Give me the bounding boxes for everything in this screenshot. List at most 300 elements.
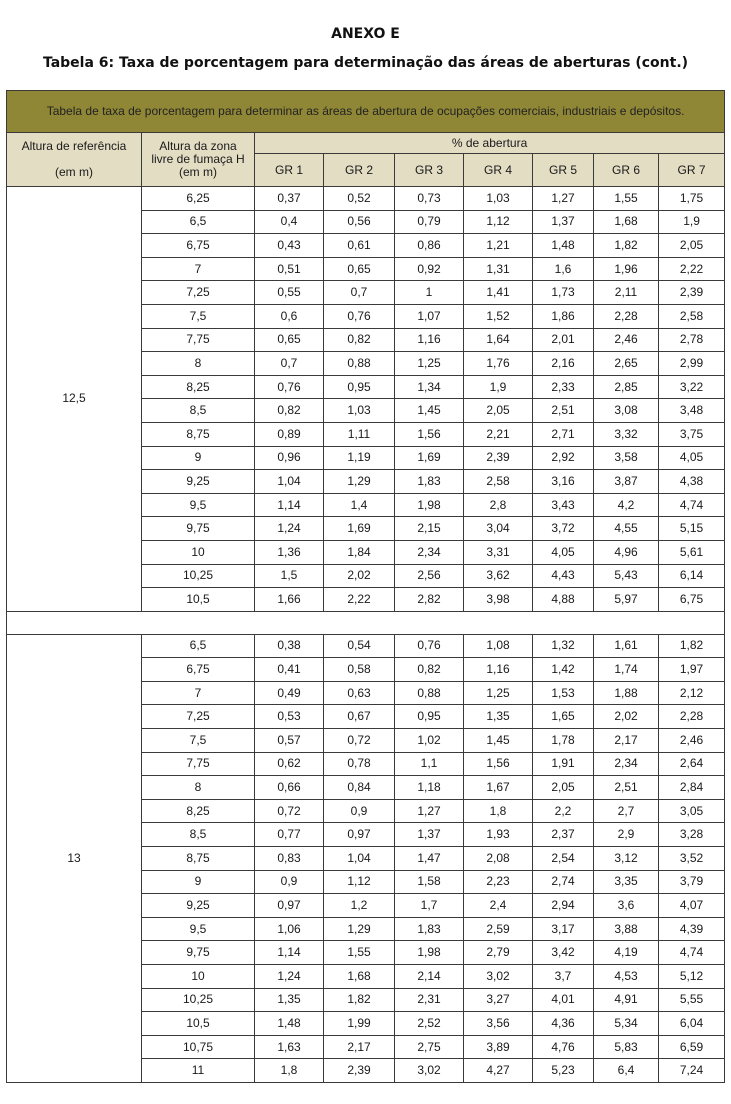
gr3-cell: 1,25 bbox=[395, 352, 464, 376]
gr6-cell: 1,82 bbox=[594, 234, 659, 258]
gr5-cell: 1,53 bbox=[533, 681, 594, 705]
gr4-cell: 3,27 bbox=[464, 988, 533, 1012]
gr5-cell: 2,05 bbox=[533, 776, 594, 800]
smoke-free-height-cell: 8 bbox=[142, 776, 255, 800]
gr6-cell: 2,34 bbox=[594, 752, 659, 776]
gr3-cell: 2,75 bbox=[395, 1035, 464, 1059]
annex-title: ANEXO E bbox=[331, 26, 400, 42]
table-body bbox=[7, 91, 725, 1083]
gr4-cell: 3,62 bbox=[464, 564, 533, 588]
table-row bbox=[7, 634, 725, 658]
gr5-cell: 2,71 bbox=[533, 422, 594, 446]
table-title: Tabela 6: Taxa de porcentagem para determinação das áreas de aberturas (cont.) bbox=[42, 55, 689, 71]
gr5-cell: 2,54 bbox=[533, 847, 594, 871]
gr2-cell: 0,95 bbox=[324, 375, 395, 399]
gr2-cell: 1,11 bbox=[324, 422, 395, 446]
gr1-cell: 0,43 bbox=[255, 234, 324, 258]
gr2-cell: 1,55 bbox=[324, 941, 395, 965]
gr4-cell: 4,27 bbox=[464, 1059, 533, 1083]
smoke-free-height-cell: 11 bbox=[142, 1059, 255, 1083]
gr6-cell: 2,51 bbox=[594, 776, 659, 800]
smoke-free-height-cell: 8,75 bbox=[142, 847, 255, 871]
gr1-cell: 1,36 bbox=[255, 540, 324, 564]
smoke-free-height-cell: 8 bbox=[142, 352, 255, 376]
gr7-cell: 3,79 bbox=[659, 870, 725, 894]
gr1-cell: 0,7 bbox=[255, 352, 324, 376]
gr5-cell: 1,73 bbox=[533, 281, 594, 305]
gr1-cell: 0,49 bbox=[255, 681, 324, 705]
gr6-cell: 5,34 bbox=[594, 1012, 659, 1036]
gr4-cell: 1,25 bbox=[464, 681, 533, 705]
gr2-cell: 0,97 bbox=[324, 823, 395, 847]
gr1-cell: 1,06 bbox=[255, 917, 324, 941]
gr2-cell: 1,68 bbox=[324, 965, 395, 989]
gr3-cell: 2,14 bbox=[395, 965, 464, 989]
gr1-cell: 0,97 bbox=[255, 894, 324, 918]
gr2-cell: 0,65 bbox=[324, 257, 395, 281]
gr4-cell: 1,67 bbox=[464, 776, 533, 800]
gr4-cell: 1,08 bbox=[464, 634, 533, 658]
gr3-cell: 1,56 bbox=[395, 422, 464, 446]
gr7-cell: 5,55 bbox=[659, 988, 725, 1012]
gr7-cell: 6,59 bbox=[659, 1035, 725, 1059]
gr5-cell: 4,43 bbox=[533, 564, 594, 588]
gr6-cell: 3,32 bbox=[594, 422, 659, 446]
smoke-free-height-cell: 10 bbox=[142, 965, 255, 989]
col-header-zone-line2: livre de fumaça H bbox=[151, 152, 245, 166]
col-header-ref-line2: (em m) bbox=[55, 165, 93, 179]
gr6-cell: 2,02 bbox=[594, 705, 659, 729]
gr1-cell: 1,66 bbox=[255, 588, 324, 612]
gr3-cell: 1,45 bbox=[395, 399, 464, 423]
gr4-cell: 2,58 bbox=[464, 470, 533, 494]
col-header-zone-line1: Altura da zona bbox=[159, 139, 237, 153]
gr6-cell: 5,43 bbox=[594, 564, 659, 588]
gr6-cell: 1,88 bbox=[594, 681, 659, 705]
smoke-free-height-cell: 6,5 bbox=[142, 634, 255, 658]
gr5-cell: 4,88 bbox=[533, 588, 594, 612]
gr1-cell: 0,65 bbox=[255, 328, 324, 352]
gr3-cell: 0,82 bbox=[395, 658, 464, 682]
gr7-cell: 4,38 bbox=[659, 470, 725, 494]
gr2-cell: 1,29 bbox=[324, 917, 395, 941]
gr4-cell: 2,08 bbox=[464, 847, 533, 871]
header-row-1 bbox=[7, 133, 725, 154]
gr7-cell: 2,58 bbox=[659, 304, 725, 328]
gr4-cell: 3,02 bbox=[464, 965, 533, 989]
gr3-cell: 0,76 bbox=[395, 634, 464, 658]
smoke-free-height-cell: 10,75 bbox=[142, 1035, 255, 1059]
gr1-cell: 1,24 bbox=[255, 517, 324, 541]
gr2-cell: 1,84 bbox=[324, 540, 395, 564]
gr3-cell: 0,95 bbox=[395, 705, 464, 729]
gr2-cell: 0,56 bbox=[324, 210, 395, 234]
gr7-cell: 1,97 bbox=[659, 658, 725, 682]
gr6-cell: 2,17 bbox=[594, 729, 659, 753]
gr1-cell: 1,24 bbox=[255, 965, 324, 989]
gr6-cell: 2,9 bbox=[594, 823, 659, 847]
gr2-cell: 1,4 bbox=[324, 493, 395, 517]
gr1-cell: 0,4 bbox=[255, 210, 324, 234]
gr5-cell: 1,32 bbox=[533, 634, 594, 658]
gr4-cell: 1,93 bbox=[464, 823, 533, 847]
gr6-cell: 2,46 bbox=[594, 328, 659, 352]
gr5-cell: 1,86 bbox=[533, 304, 594, 328]
gr6-cell: 3,6 bbox=[594, 894, 659, 918]
gr2-cell: 2,02 bbox=[324, 564, 395, 588]
smoke-free-height-cell: 10,25 bbox=[142, 564, 255, 588]
gr5-cell: 4,05 bbox=[533, 540, 594, 564]
gr7-cell: 2,12 bbox=[659, 681, 725, 705]
gr7-cell: 2,78 bbox=[659, 328, 725, 352]
smoke-free-height-cell: 7,25 bbox=[142, 281, 255, 305]
gr2-cell: 0,52 bbox=[324, 187, 395, 211]
gr3-cell: 1,16 bbox=[395, 328, 464, 352]
gr6-cell: 2,11 bbox=[594, 281, 659, 305]
gr3-cell: 1,37 bbox=[395, 823, 464, 847]
gr7-cell: 3,22 bbox=[659, 375, 725, 399]
gr1-cell: 0,76 bbox=[255, 375, 324, 399]
smoke-free-height-cell: 10,5 bbox=[142, 588, 255, 612]
col-header-reference-height bbox=[7, 133, 142, 187]
smoke-free-height-cell: 10 bbox=[142, 540, 255, 564]
gr5-cell: 2,92 bbox=[533, 446, 594, 470]
smoke-free-height-cell: 6,25 bbox=[142, 187, 255, 211]
gr4-cell: 1,16 bbox=[464, 658, 533, 682]
table-caption: Tabela de taxa de porcentagem para determinar as áreas de abertura de ocupações comerciais, industriais e depósitos. bbox=[7, 91, 725, 133]
gr6-cell: 1,68 bbox=[594, 210, 659, 234]
gr5-cell: 2,74 bbox=[533, 870, 594, 894]
gr5-cell: 2,94 bbox=[533, 894, 594, 918]
gr7-cell: 3,52 bbox=[659, 847, 725, 871]
col-header-gr5: GR 5 bbox=[533, 154, 594, 187]
gr6-cell: 4,53 bbox=[594, 965, 659, 989]
smoke-free-height-cell: 9,75 bbox=[142, 517, 255, 541]
col-header-smoke-free-height bbox=[142, 133, 255, 187]
gr3-cell: 0,88 bbox=[395, 681, 464, 705]
gr5-cell: 2,01 bbox=[533, 328, 594, 352]
gr7-cell: 3,48 bbox=[659, 399, 725, 423]
smoke-free-height-cell: 8,75 bbox=[142, 422, 255, 446]
gr5-cell: 4,01 bbox=[533, 988, 594, 1012]
gr4-cell: 1,03 bbox=[464, 187, 533, 211]
gr6-cell: 2,65 bbox=[594, 352, 659, 376]
gr5-cell: 3,43 bbox=[533, 493, 594, 517]
gr5-cell: 3,17 bbox=[533, 917, 594, 941]
gr3-cell: 1,27 bbox=[395, 799, 464, 823]
gr3-cell: 0,79 bbox=[395, 210, 464, 234]
gr3-cell: 1,02 bbox=[395, 729, 464, 753]
gr6-cell: 1,55 bbox=[594, 187, 659, 211]
gr6-cell: 4,55 bbox=[594, 517, 659, 541]
gr7-cell: 2,22 bbox=[659, 257, 725, 281]
gr7-cell: 5,15 bbox=[659, 517, 725, 541]
gr7-cell: 2,99 bbox=[659, 352, 725, 376]
gr4-cell: 2,39 bbox=[464, 446, 533, 470]
smoke-free-height-cell: 6,75 bbox=[142, 658, 255, 682]
gr2-cell: 0,88 bbox=[324, 352, 395, 376]
table-row bbox=[7, 187, 725, 211]
gr2-cell: 2,39 bbox=[324, 1059, 395, 1083]
gr5-cell: 1,48 bbox=[533, 234, 594, 258]
gr7-cell: 6,75 bbox=[659, 588, 725, 612]
gr5-cell: 1,65 bbox=[533, 705, 594, 729]
gr7-cell: 6,04 bbox=[659, 1012, 725, 1036]
gr6-cell: 1,61 bbox=[594, 634, 659, 658]
gr7-cell: 5,61 bbox=[659, 540, 725, 564]
gr4-cell: 1,41 bbox=[464, 281, 533, 305]
gr3-cell: 1,83 bbox=[395, 470, 464, 494]
gr1-cell: 0,41 bbox=[255, 658, 324, 682]
gr4-cell: 2,23 bbox=[464, 870, 533, 894]
gr3-cell: 1,98 bbox=[395, 493, 464, 517]
gr1-cell: 0,83 bbox=[255, 847, 324, 871]
gr1-cell: 0,66 bbox=[255, 776, 324, 800]
gr6-cell: 2,7 bbox=[594, 799, 659, 823]
gr2-cell: 1,2 bbox=[324, 894, 395, 918]
gr7-cell: 3,05 bbox=[659, 799, 725, 823]
gr3-cell: 1,7 bbox=[395, 894, 464, 918]
gr1-cell: 0,57 bbox=[255, 729, 324, 753]
gr6-cell: 4,96 bbox=[594, 540, 659, 564]
spacer-cell bbox=[7, 611, 725, 634]
gr2-cell: 0,54 bbox=[324, 634, 395, 658]
smoke-free-height-cell: 9,25 bbox=[142, 470, 255, 494]
gr3-cell: 1,47 bbox=[395, 847, 464, 871]
gr7-cell: 1,9 bbox=[659, 210, 725, 234]
caption-row bbox=[7, 91, 725, 133]
gr7-cell: 2,84 bbox=[659, 776, 725, 800]
gr3-cell: 1,69 bbox=[395, 446, 464, 470]
col-header-gr3: GR 3 bbox=[395, 154, 464, 187]
gr1-cell: 0,89 bbox=[255, 422, 324, 446]
gr1-cell: 0,96 bbox=[255, 446, 324, 470]
gr4-cell: 1,56 bbox=[464, 752, 533, 776]
col-header-ref-line1: Altura de referência bbox=[21, 139, 127, 153]
gr4-cell: 1,64 bbox=[464, 328, 533, 352]
gr2-cell: 2,17 bbox=[324, 1035, 395, 1059]
gr3-cell: 2,31 bbox=[395, 988, 464, 1012]
gr1-cell: 0,37 bbox=[255, 187, 324, 211]
gr6-cell: 6,4 bbox=[594, 1059, 659, 1083]
gr1-cell: 0,53 bbox=[255, 705, 324, 729]
gr6-cell: 3,87 bbox=[594, 470, 659, 494]
smoke-free-height-cell: 8,5 bbox=[142, 823, 255, 847]
gr6-cell: 4,91 bbox=[594, 988, 659, 1012]
gr3-cell: 1,83 bbox=[395, 917, 464, 941]
gr5-cell: 2,2 bbox=[533, 799, 594, 823]
smoke-free-height-cell: 9 bbox=[142, 870, 255, 894]
gr6-cell: 3,88 bbox=[594, 917, 659, 941]
gr2-cell: 0,67 bbox=[324, 705, 395, 729]
gr5-cell: 3,42 bbox=[533, 941, 594, 965]
gr4-cell: 2,21 bbox=[464, 422, 533, 446]
gr1-cell: 0,55 bbox=[255, 281, 324, 305]
gr3-cell: 1,98 bbox=[395, 941, 464, 965]
smoke-free-height-cell: 8,25 bbox=[142, 799, 255, 823]
gr7-cell: 5,12 bbox=[659, 965, 725, 989]
gr5-cell: 5,23 bbox=[533, 1059, 594, 1083]
smoke-free-height-cell: 9,5 bbox=[142, 493, 255, 517]
gr3-cell: 2,82 bbox=[395, 588, 464, 612]
gr4-cell: 2,8 bbox=[464, 493, 533, 517]
gr1-cell: 1,04 bbox=[255, 470, 324, 494]
gr2-cell: 1,69 bbox=[324, 517, 395, 541]
gr6-cell: 1,96 bbox=[594, 257, 659, 281]
gr3-cell: 1 bbox=[395, 281, 464, 305]
gr2-cell: 1,99 bbox=[324, 1012, 395, 1036]
gr5-cell: 2,37 bbox=[533, 823, 594, 847]
gr7-cell: 2,05 bbox=[659, 234, 725, 258]
gr7-cell: 7,24 bbox=[659, 1059, 725, 1083]
gr3-cell: 1,18 bbox=[395, 776, 464, 800]
smoke-free-height-cell: 8,25 bbox=[142, 375, 255, 399]
gr1-cell: 1,14 bbox=[255, 493, 324, 517]
gr1-cell: 0,62 bbox=[255, 752, 324, 776]
gr7-cell: 6,14 bbox=[659, 564, 725, 588]
gr4-cell: 1,35 bbox=[464, 705, 533, 729]
smoke-free-height-cell: 10,5 bbox=[142, 1012, 255, 1036]
gr4-cell: 2,4 bbox=[464, 894, 533, 918]
smoke-free-height-cell: 6,75 bbox=[142, 234, 255, 258]
section-spacer bbox=[7, 611, 725, 634]
gr4-cell: 3,56 bbox=[464, 1012, 533, 1036]
gr2-cell: 1,29 bbox=[324, 470, 395, 494]
gr5-cell: 1,42 bbox=[533, 658, 594, 682]
gr4-cell: 2,59 bbox=[464, 917, 533, 941]
gr6-cell: 4,2 bbox=[594, 493, 659, 517]
gr4-cell: 1,45 bbox=[464, 729, 533, 753]
gr6-cell: 2,85 bbox=[594, 375, 659, 399]
gr3-cell: 1,34 bbox=[395, 375, 464, 399]
gr5-cell: 1,78 bbox=[533, 729, 594, 753]
col-header-opening-percent: % de abertura bbox=[255, 133, 725, 154]
gr5-cell: 4,76 bbox=[533, 1035, 594, 1059]
gr3-cell: 1,07 bbox=[395, 304, 464, 328]
smoke-free-height-cell: 9 bbox=[142, 446, 255, 470]
gr1-cell: 0,77 bbox=[255, 823, 324, 847]
gr3-cell: 2,15 bbox=[395, 517, 464, 541]
gr2-cell: 0,61 bbox=[324, 234, 395, 258]
col-header-gr1: GR 1 bbox=[255, 154, 324, 187]
gr2-cell: 0,9 bbox=[324, 799, 395, 823]
gr4-cell: 1,31 bbox=[464, 257, 533, 281]
gr1-cell: 1,48 bbox=[255, 1012, 324, 1036]
gr2-cell: 0,82 bbox=[324, 328, 395, 352]
gr1-cell: 0,51 bbox=[255, 257, 324, 281]
gr2-cell: 1,19 bbox=[324, 446, 395, 470]
gr5-cell: 2,16 bbox=[533, 352, 594, 376]
gr5-cell: 1,6 bbox=[533, 257, 594, 281]
gr6-cell: 5,83 bbox=[594, 1035, 659, 1059]
gr7-cell: 2,64 bbox=[659, 752, 725, 776]
smoke-free-height-cell: 8,5 bbox=[142, 399, 255, 423]
gr4-cell: 1,9 bbox=[464, 375, 533, 399]
gr3-cell: 2,56 bbox=[395, 564, 464, 588]
gr1-cell: 0,6 bbox=[255, 304, 324, 328]
gr7-cell: 4,39 bbox=[659, 917, 725, 941]
gr4-cell: 1,12 bbox=[464, 210, 533, 234]
gr3-cell: 2,52 bbox=[395, 1012, 464, 1036]
gr4-cell: 3,89 bbox=[464, 1035, 533, 1059]
gr7-cell: 2,39 bbox=[659, 281, 725, 305]
gr3-cell: 1,58 bbox=[395, 870, 464, 894]
gr6-cell: 3,58 bbox=[594, 446, 659, 470]
gr7-cell: 1,75 bbox=[659, 187, 725, 211]
gr3-cell: 2,34 bbox=[395, 540, 464, 564]
gr7-cell: 4,74 bbox=[659, 941, 725, 965]
reference-height-cell: 12,5 bbox=[7, 187, 142, 612]
col-header-gr7: GR 7 bbox=[659, 154, 725, 187]
col-header-gr4: GR 4 bbox=[464, 154, 533, 187]
gr6-cell: 3,12 bbox=[594, 847, 659, 871]
gr7-cell: 3,75 bbox=[659, 422, 725, 446]
smoke-free-height-cell: 7 bbox=[142, 257, 255, 281]
gr3-cell: 1,1 bbox=[395, 752, 464, 776]
gr2-cell: 0,7 bbox=[324, 281, 395, 305]
gr2-cell: 0,58 bbox=[324, 658, 395, 682]
col-header-zone-line3: (em m) bbox=[179, 165, 217, 179]
gr2-cell: 0,72 bbox=[324, 729, 395, 753]
gr7-cell: 2,46 bbox=[659, 729, 725, 753]
smoke-free-height-cell: 7,25 bbox=[142, 705, 255, 729]
gr5-cell: 3,72 bbox=[533, 517, 594, 541]
smoke-free-height-cell: 7 bbox=[142, 681, 255, 705]
gr3-cell: 3,02 bbox=[395, 1059, 464, 1083]
gr4-cell: 3,98 bbox=[464, 588, 533, 612]
gr2-cell: 2,22 bbox=[324, 588, 395, 612]
smoke-free-height-cell: 6,5 bbox=[142, 210, 255, 234]
smoke-free-height-cell: 7,5 bbox=[142, 304, 255, 328]
gr6-cell: 5,97 bbox=[594, 588, 659, 612]
gr2-cell: 1,03 bbox=[324, 399, 395, 423]
gr3-cell: 0,86 bbox=[395, 234, 464, 258]
gr2-cell: 0,76 bbox=[324, 304, 395, 328]
opening-rate-table bbox=[6, 90, 725, 1083]
gr5-cell: 3,16 bbox=[533, 470, 594, 494]
gr2-cell: 0,78 bbox=[324, 752, 395, 776]
gr4-cell: 2,79 bbox=[464, 941, 533, 965]
gr3-cell: 0,73 bbox=[395, 187, 464, 211]
gr1-cell: 0,72 bbox=[255, 799, 324, 823]
gr3-cell: 0,92 bbox=[395, 257, 464, 281]
smoke-free-height-cell: 10,25 bbox=[142, 988, 255, 1012]
gr4-cell: 1,52 bbox=[464, 304, 533, 328]
reference-height-cell: 13 bbox=[7, 634, 142, 1082]
smoke-free-height-cell: 9,5 bbox=[142, 917, 255, 941]
gr7-cell: 3,28 bbox=[659, 823, 725, 847]
smoke-free-height-cell: 7,5 bbox=[142, 729, 255, 753]
gr1-cell: 1,5 bbox=[255, 564, 324, 588]
gr6-cell: 1,74 bbox=[594, 658, 659, 682]
col-header-gr6: GR 6 bbox=[594, 154, 659, 187]
gr1-cell: 0,82 bbox=[255, 399, 324, 423]
gr5-cell: 4,36 bbox=[533, 1012, 594, 1036]
gr7-cell: 4,07 bbox=[659, 894, 725, 918]
gr6-cell: 3,35 bbox=[594, 870, 659, 894]
gr6-cell: 3,08 bbox=[594, 399, 659, 423]
gr2-cell: 1,12 bbox=[324, 870, 395, 894]
smoke-free-height-cell: 9,25 bbox=[142, 894, 255, 918]
gr7-cell: 4,74 bbox=[659, 493, 725, 517]
gr2-cell: 0,63 bbox=[324, 681, 395, 705]
col-header-gr2: GR 2 bbox=[324, 154, 395, 187]
smoke-free-height-cell: 7,75 bbox=[142, 328, 255, 352]
gr6-cell: 4,19 bbox=[594, 941, 659, 965]
gr1-cell: 1,35 bbox=[255, 988, 324, 1012]
gr1-cell: 0,9 bbox=[255, 870, 324, 894]
gr5-cell: 1,27 bbox=[533, 187, 594, 211]
